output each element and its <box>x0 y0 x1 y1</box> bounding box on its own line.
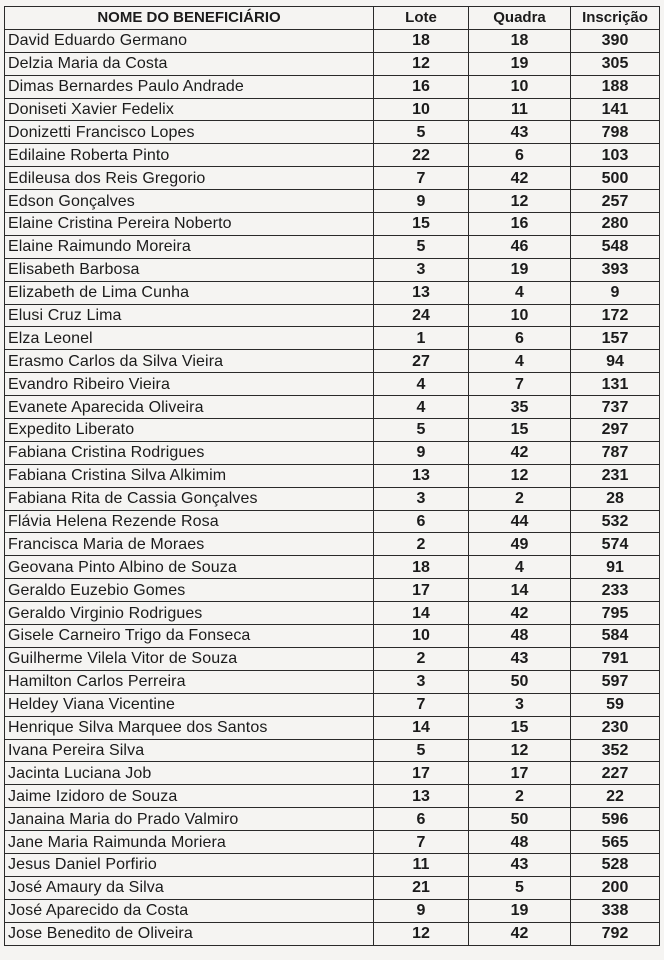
table-row <box>5 876 660 899</box>
inscricao-cell: 798 <box>571 121 660 144</box>
beneficiary-name-cell: Hamilton Carlos Perreira <box>5 670 374 693</box>
inscricao-cell: 596 <box>571 808 660 831</box>
table-row <box>5 396 660 419</box>
inscricao-cell: 737 <box>571 396 660 419</box>
quadra-cell: 15 <box>469 716 571 739</box>
lote-cell: 7 <box>374 167 469 190</box>
table-row <box>5 487 660 510</box>
beneficiary-name-cell: Delzia Maria da Costa <box>5 52 374 75</box>
beneficiary-name-cell: Elizabeth de Lima Cunha <box>5 281 374 304</box>
inscricao-cell: 791 <box>571 647 660 670</box>
beneficiary-name-cell: Edilaine Roberta Pinto <box>5 144 374 167</box>
quadra-cell: 11 <box>469 98 571 121</box>
lote-cell: 5 <box>374 739 469 762</box>
inscricao-cell: 390 <box>571 29 660 52</box>
beneficiary-name-cell: Elisabeth Barbosa <box>5 258 374 281</box>
beneficiary-name-cell: Henrique Silva Marquee dos Santos <box>5 716 374 739</box>
quadra-cell: 4 <box>469 281 571 304</box>
table-row <box>5 98 660 121</box>
quadra-cell: 42 <box>469 167 571 190</box>
table-row <box>5 441 660 464</box>
inscricao-cell: 597 <box>571 670 660 693</box>
inscricao-cell: 188 <box>571 75 660 98</box>
beneficiary-name-cell: Jaime Izidoro de Souza <box>5 785 374 808</box>
quadra-cell: 4 <box>469 556 571 579</box>
beneficiary-name-cell: Gisele Carneiro Trigo da Fonseca <box>5 625 374 648</box>
table-row <box>5 762 660 785</box>
inscricao-cell: 305 <box>571 52 660 75</box>
quadra-cell: 50 <box>469 670 571 693</box>
quadra-cell: 4 <box>469 350 571 373</box>
quadra-cell: 46 <box>469 235 571 258</box>
lote-cell: 18 <box>374 556 469 579</box>
inscricao-cell: 532 <box>571 510 660 533</box>
inscricao-cell: 131 <box>571 373 660 396</box>
beneficiary-name-cell: Elusi Cruz Lima <box>5 304 374 327</box>
quadra-cell: 42 <box>469 441 571 464</box>
lote-cell: 13 <box>374 785 469 808</box>
inscricao-cell: 565 <box>571 831 660 854</box>
table-row <box>5 922 660 945</box>
beneficiary-name-cell: Dimas Bernardes Paulo Andrade <box>5 75 374 98</box>
inscricao-cell: 792 <box>571 922 660 945</box>
inscricao-cell: 227 <box>571 762 660 785</box>
table-row <box>5 716 660 739</box>
inscricao-cell: 500 <box>571 167 660 190</box>
table-row <box>5 190 660 213</box>
lote-cell: 4 <box>374 396 469 419</box>
inscricao-cell: 200 <box>571 876 660 899</box>
lote-cell: 14 <box>374 602 469 625</box>
lote-cell: 24 <box>374 304 469 327</box>
beneficiary-name-cell: Elza Leonel <box>5 327 374 350</box>
table-row <box>5 75 660 98</box>
lote-cell: 6 <box>374 510 469 533</box>
header-name: NOME DO BENEFICIÁRIO <box>5 7 374 30</box>
inscricao-cell: 548 <box>571 235 660 258</box>
inscricao-cell: 22 <box>571 785 660 808</box>
quadra-cell: 43 <box>469 647 571 670</box>
beneficiary-name-cell: Ivana Pereira Silva <box>5 739 374 762</box>
inscricao-cell: 59 <box>571 693 660 716</box>
lote-cell: 9 <box>374 441 469 464</box>
quadra-cell: 43 <box>469 853 571 876</box>
lote-cell: 13 <box>374 464 469 487</box>
quadra-cell: 15 <box>469 419 571 442</box>
lote-cell: 7 <box>374 693 469 716</box>
quadra-cell: 12 <box>469 190 571 213</box>
beneficiary-name-cell: Evandro Ribeiro Vieira <box>5 373 374 396</box>
table-row <box>5 670 660 693</box>
lote-cell: 3 <box>374 487 469 510</box>
quadra-cell: 49 <box>469 533 571 556</box>
lote-cell: 14 <box>374 716 469 739</box>
quadra-cell: 10 <box>469 304 571 327</box>
beneficiary-name-cell: Doniseti Xavier Fedelix <box>5 98 374 121</box>
inscricao-cell: 297 <box>571 419 660 442</box>
quadra-cell: 18 <box>469 29 571 52</box>
table-row <box>5 579 660 602</box>
lote-cell: 4 <box>374 373 469 396</box>
table-row <box>5 625 660 648</box>
lote-cell: 5 <box>374 121 469 144</box>
lote-cell: 18 <box>374 29 469 52</box>
quadra-cell: 16 <box>469 213 571 236</box>
quadra-cell: 48 <box>469 831 571 854</box>
inscricao-cell: 280 <box>571 213 660 236</box>
quadra-cell: 7 <box>469 373 571 396</box>
lote-cell: 10 <box>374 625 469 648</box>
inscricao-cell: 172 <box>571 304 660 327</box>
lote-cell: 10 <box>374 98 469 121</box>
quadra-cell: 44 <box>469 510 571 533</box>
quadra-cell: 43 <box>469 121 571 144</box>
beneficiary-name-cell: Francisca Maria de Moraes <box>5 533 374 556</box>
quadra-cell: 3 <box>469 693 571 716</box>
lote-cell: 22 <box>374 144 469 167</box>
lote-cell: 1 <box>374 327 469 350</box>
quadra-cell: 12 <box>469 739 571 762</box>
quadra-cell: 19 <box>469 52 571 75</box>
beneficiary-name-cell: Geraldo Virginio Rodrigues <box>5 602 374 625</box>
quadra-cell: 6 <box>469 144 571 167</box>
header-row <box>5 7 660 30</box>
beneficiary-name-cell: Edson Gonçalves <box>5 190 374 213</box>
beneficiary-name-cell: Evanete Aparecida Oliveira <box>5 396 374 419</box>
lote-cell: 5 <box>374 419 469 442</box>
lote-cell: 2 <box>374 533 469 556</box>
lote-cell: 3 <box>374 258 469 281</box>
inscricao-cell: 28 <box>571 487 660 510</box>
beneficiary-name-cell: Guilherme Vilela Vitor de Souza <box>5 647 374 670</box>
inscricao-cell: 393 <box>571 258 660 281</box>
table-body <box>5 29 660 945</box>
header-lote: Lote <box>374 7 469 30</box>
beneficiary-name-cell: Elaine Cristina Pereira Noberto <box>5 213 374 236</box>
beneficiary-table <box>4 6 660 946</box>
beneficiary-name-cell: David Eduardo Germano <box>5 29 374 52</box>
table-row <box>5 258 660 281</box>
lote-cell: 2 <box>374 647 469 670</box>
inscricao-cell: 584 <box>571 625 660 648</box>
table-row <box>5 785 660 808</box>
quadra-cell: 17 <box>469 762 571 785</box>
lote-cell: 12 <box>374 52 469 75</box>
quadra-cell: 35 <box>469 396 571 419</box>
lote-cell: 17 <box>374 762 469 785</box>
table-row <box>5 510 660 533</box>
inscricao-cell: 338 <box>571 899 660 922</box>
table-header <box>5 7 660 30</box>
lote-cell: 5 <box>374 235 469 258</box>
header-inscricao: Inscrição <box>571 7 660 30</box>
quadra-cell: 48 <box>469 625 571 648</box>
quadra-cell: 42 <box>469 602 571 625</box>
beneficiary-name-cell: Edileusa dos Reis Gregorio <box>5 167 374 190</box>
beneficiary-name-cell: Fabiana Cristina Rodrigues <box>5 441 374 464</box>
beneficiary-name-cell: Jose Benedito de Oliveira <box>5 922 374 945</box>
beneficiary-name-cell: Jesus Daniel Porfirio <box>5 853 374 876</box>
inscricao-cell: 787 <box>571 441 660 464</box>
header-quadra: Quadra <box>469 7 571 30</box>
table-row <box>5 304 660 327</box>
quadra-cell: 42 <box>469 922 571 945</box>
table-row <box>5 853 660 876</box>
table-row <box>5 602 660 625</box>
table-row <box>5 556 660 579</box>
table-row <box>5 373 660 396</box>
lote-cell: 15 <box>374 213 469 236</box>
beneficiary-name-cell: Jane Maria Raimunda Moriera <box>5 831 374 854</box>
lote-cell: 16 <box>374 75 469 98</box>
quadra-cell: 14 <box>469 579 571 602</box>
beneficiary-name-cell: Geraldo Euzebio Gomes <box>5 579 374 602</box>
inscricao-cell: 574 <box>571 533 660 556</box>
lote-cell: 27 <box>374 350 469 373</box>
quadra-cell: 6 <box>469 327 571 350</box>
inscricao-cell: 91 <box>571 556 660 579</box>
table-row <box>5 464 660 487</box>
beneficiary-name-cell: Donizetti Francisco Lopes <box>5 121 374 144</box>
lote-cell: 9 <box>374 899 469 922</box>
table-row <box>5 533 660 556</box>
quadra-cell: 5 <box>469 876 571 899</box>
table-row <box>5 899 660 922</box>
table-row <box>5 121 660 144</box>
quadra-cell: 12 <box>469 464 571 487</box>
inscricao-cell: 230 <box>571 716 660 739</box>
table-row <box>5 647 660 670</box>
inscricao-cell: 141 <box>571 98 660 121</box>
table-row <box>5 235 660 258</box>
inscricao-cell: 352 <box>571 739 660 762</box>
quadra-cell: 50 <box>469 808 571 831</box>
table-row <box>5 808 660 831</box>
quadra-cell: 2 <box>469 487 571 510</box>
beneficiary-name-cell: Erasmo Carlos da Silva Vieira <box>5 350 374 373</box>
table-row <box>5 419 660 442</box>
beneficiary-name-cell: Janaina Maria do Prado Valmiro <box>5 808 374 831</box>
inscricao-cell: 233 <box>571 579 660 602</box>
beneficiary-name-cell: José Amaury da Silva <box>5 876 374 899</box>
beneficiary-name-cell: Heldey Viana Vicentine <box>5 693 374 716</box>
table-row <box>5 52 660 75</box>
inscricao-cell: 103 <box>571 144 660 167</box>
table-row <box>5 281 660 304</box>
beneficiary-name-cell: Fabiana Cristina Silva Alkimim <box>5 464 374 487</box>
quadra-cell: 10 <box>469 75 571 98</box>
inscricao-cell: 257 <box>571 190 660 213</box>
inscricao-cell: 528 <box>571 853 660 876</box>
beneficiary-name-cell: Jacinta Luciana Job <box>5 762 374 785</box>
lote-cell: 9 <box>374 190 469 213</box>
lote-cell: 3 <box>374 670 469 693</box>
lote-cell: 11 <box>374 853 469 876</box>
beneficiary-name-cell: Elaine Raimundo Moreira <box>5 235 374 258</box>
inscricao-cell: 231 <box>571 464 660 487</box>
beneficiary-name-cell: Flávia Helena Rezende Rosa <box>5 510 374 533</box>
table-row <box>5 213 660 236</box>
beneficiary-name-cell: Expedito Liberato <box>5 419 374 442</box>
quadra-cell: 2 <box>469 785 571 808</box>
beneficiary-name-cell: José Aparecido da Costa <box>5 899 374 922</box>
table-row <box>5 350 660 373</box>
table-row <box>5 831 660 854</box>
table-row <box>5 29 660 52</box>
lote-cell: 12 <box>374 922 469 945</box>
table-row <box>5 739 660 762</box>
table-row <box>5 693 660 716</box>
beneficiary-name-cell: Geovana Pinto Albino de Souza <box>5 556 374 579</box>
inscricao-cell: 795 <box>571 602 660 625</box>
quadra-cell: 19 <box>469 899 571 922</box>
table-row <box>5 144 660 167</box>
inscricao-cell: 157 <box>571 327 660 350</box>
lote-cell: 17 <box>374 579 469 602</box>
lote-cell: 7 <box>374 831 469 854</box>
lote-cell: 13 <box>374 281 469 304</box>
inscricao-cell: 94 <box>571 350 660 373</box>
table-row <box>5 167 660 190</box>
inscricao-cell: 9 <box>571 281 660 304</box>
lote-cell: 6 <box>374 808 469 831</box>
beneficiary-name-cell: Fabiana Rita de Cassia Gonçalves <box>5 487 374 510</box>
lote-cell: 21 <box>374 876 469 899</box>
quadra-cell: 19 <box>469 258 571 281</box>
table-row <box>5 327 660 350</box>
